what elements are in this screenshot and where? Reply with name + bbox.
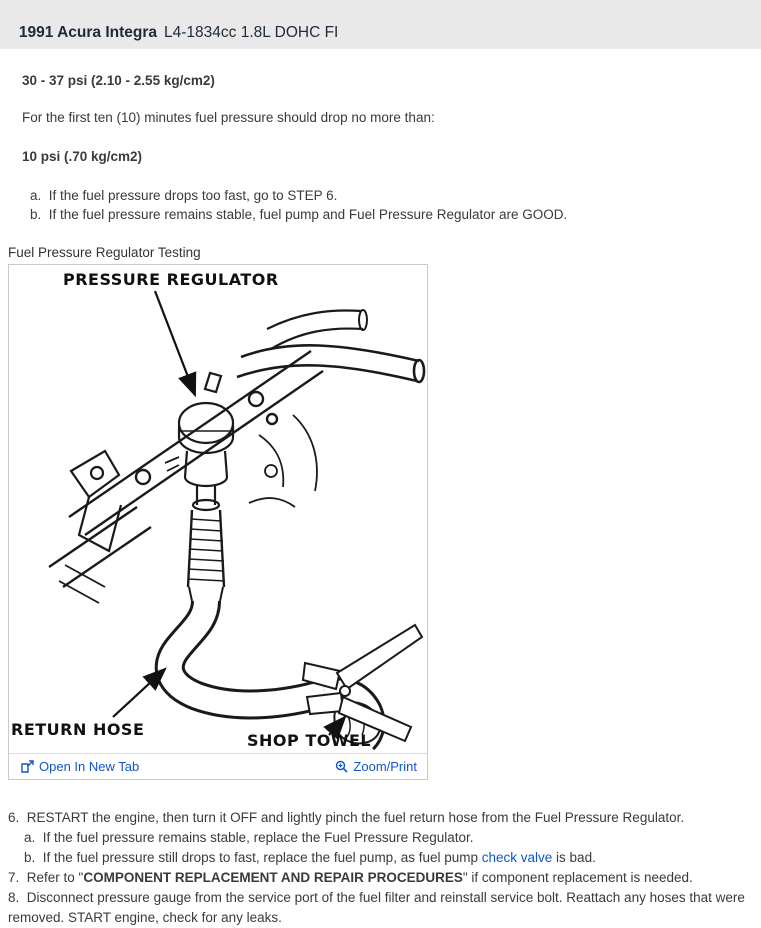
bracket-drawing: [59, 451, 121, 603]
step-6b-text: b. If the fuel pressure still drops to fast, replace the fuel pump, as fuel pump: [24, 850, 482, 865]
result-list: [30, 186, 753, 224]
ribbed-hose-drawing: [188, 510, 225, 601]
zoom-icon: [335, 760, 348, 773]
shop-towel-label: SHOP TOWEL: [247, 731, 372, 750]
step-6b-text-end: is bad.: [552, 850, 596, 865]
list-item-a: a. If the fuel pressure drops too fast, go to STEP 6.: [30, 188, 338, 203]
drop-spec: 10 psi (.70 kg/cm2): [22, 149, 143, 164]
pressure-regulator-label: PRESSURE REGULATOR: [63, 270, 279, 289]
figure-caption: Fuel Pressure Regulator Testing: [8, 245, 201, 260]
zoom-print-link[interactable]: [335, 759, 417, 774]
zoom-print-label: Zoom/Print: [353, 759, 417, 774]
open-in-new-tab-label: Open In New Tab: [39, 759, 140, 774]
vehicle-subtitle: L4-1834cc 1.8L DOHC FI: [164, 24, 339, 41]
step-7-procedure-name: COMPONENT REPLACEMENT AND REPAIR PROCEDURES: [83, 870, 463, 885]
upper-hoses-drawing: [237, 310, 424, 382]
vehicle-title: 1991 Acura Integra: [18, 24, 158, 41]
step-6: 6. RESTART the engine, then turn it OFF and lightly pinch the fuel return hose from the Fuel Pressure Regulator.: [8, 810, 685, 825]
intro-paragraph: For the first ten (10) minutes fuel pressure should drop no more than:: [22, 110, 435, 125]
step-7-text-end: " if component replacement is needed.: [462, 870, 693, 885]
return-hose-label: RETURN HOSE: [11, 720, 145, 739]
step-8: 8. Disconnect pressure gauge from the service port of the fuel filter and reinstall service bolt. Reattach any hoses that were removed. START engine, check for any leaks.: [8, 890, 749, 925]
article-body: [0, 73, 761, 928]
figure-panel: [8, 264, 428, 780]
open-in-new-tab-link[interactable]: [21, 759, 139, 774]
pressure-spec: 30 - 37 psi (2.10 - 2.55 kg/cm2): [22, 73, 215, 88]
check-valve-link[interactable]: check valve: [481, 850, 553, 865]
step-6b: [24, 848, 753, 868]
step-6a: a. If the fuel pressure remains stable, replace the Fuel Pressure Regulator.: [24, 830, 474, 845]
step-7-text: 7. Refer to ": [8, 870, 84, 885]
diagram: [9, 265, 427, 753]
list-item-b: b. If the fuel pressure remains stable, fuel pump and Fuel Pressure Regulator are GOOD.: [30, 207, 568, 222]
open-in-new-tab-icon: [21, 760, 34, 773]
vehicle-header: [0, 0, 761, 49]
pliers-drawing: [303, 625, 422, 741]
step-7: [8, 868, 753, 888]
figure-toolbar: [9, 753, 427, 779]
procedure-steps: [8, 808, 753, 928]
